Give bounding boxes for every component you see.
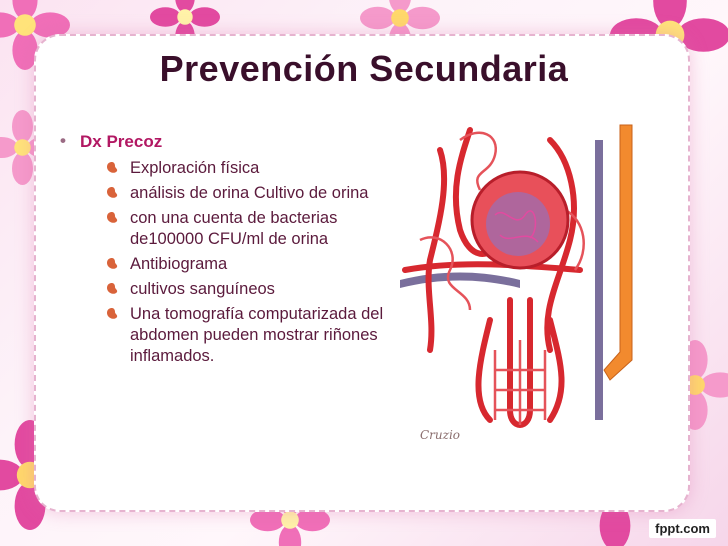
list-item-text: con una cuenta de bacterias de100000 CFU/ml de orina [130,209,338,248]
slide-title: Prevención Secundaria [159,48,569,89]
bullet-heading [60,132,400,152]
bullet-dot-icon: • [60,131,66,150]
bullet-list [60,132,400,371]
list-item [60,279,390,300]
list-item [60,208,390,250]
list-item-text: análisis de orina Cultivo de orina [130,184,369,202]
brand-watermark: fppt.com [649,519,716,538]
bullet-heading-text: Dx Precoz [80,132,163,151]
kidney-bullet-icon [105,282,119,296]
kidney-bullet-icon [105,307,119,321]
list-item [60,254,390,275]
nephron-illustration [400,120,650,450]
list-item [60,158,390,179]
kidney-bullet-icon [105,257,119,271]
list-item-text: Exploración física [130,159,260,177]
kidney-bullet-icon [105,186,119,200]
list-item-text: cultivos sanguíneos [130,280,275,298]
list-item-text: Antibiograma [130,255,228,273]
list-item [60,183,390,204]
kidney-bullet-icon [105,211,119,225]
kidney-bullet-icon [105,161,119,175]
list-item-text: Una tomografía computarizada del abdomen pueden mostrar riñones inflamados. [130,305,384,365]
illustrator-signature: Cruzio [420,428,461,442]
list-item [60,304,390,367]
